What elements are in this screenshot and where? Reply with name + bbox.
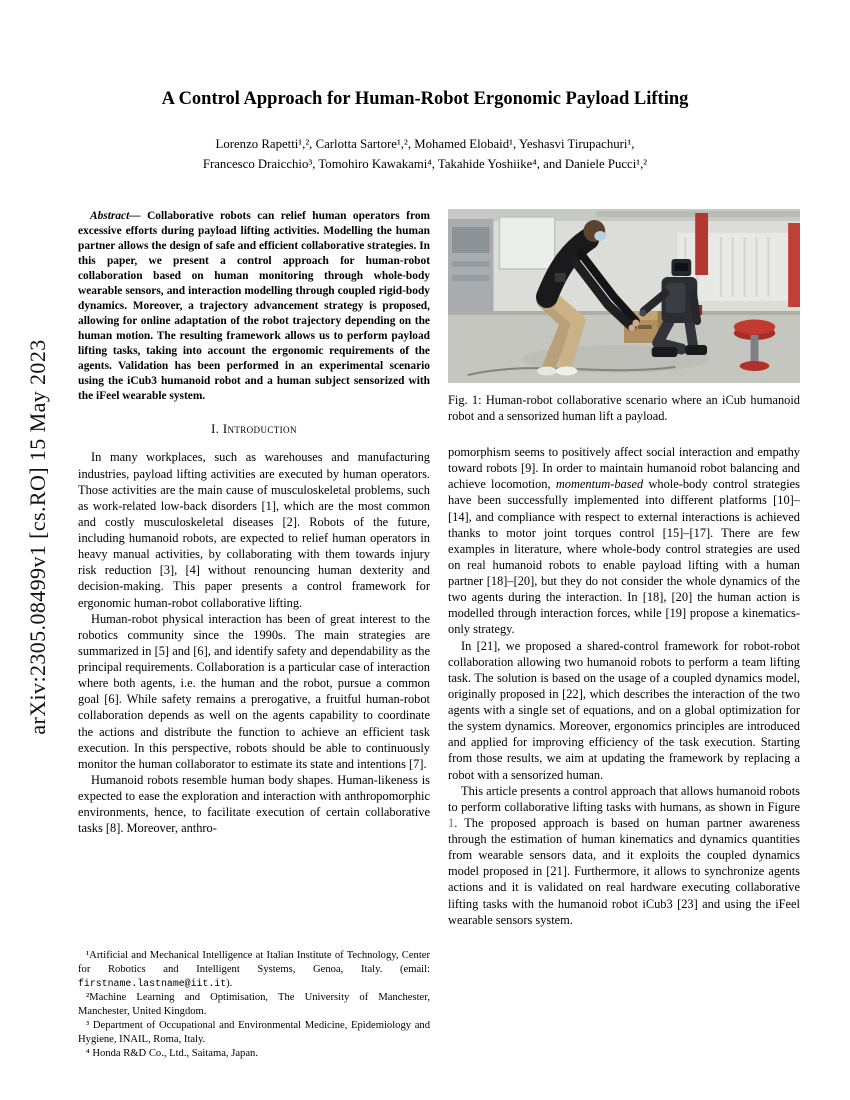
arxiv-stamp: arXiv:2305.08499v1 [cs.RO] 15 May 2023: [25, 339, 50, 735]
abstract: [78, 209, 430, 405]
footnote-1-end: ).: [226, 977, 233, 989]
right-paragraph-3-start: This article presents a control approach that allows humanoid robots to perform collaborative lifting tasks with humans, as shown in Figure: [448, 783, 800, 814]
authors-line-1: Lorenzo Rapetti¹,², Carlotta Sartore¹,², Mohamed Elobaid¹, Yeshasvi Tirupachuri¹,: [215, 137, 635, 152]
email-link[interactable]: firstname.lastname@iit.it: [78, 977, 227, 989]
right-paragraph-3: [448, 783, 800, 928]
right-paragraph-2: In [21], we proposed a shared-control framework for robot-robot collaboration allowing two humanoid robots to perform a team lifting task. The solution is based on the usage of a coupled dynamics model, originally proposed in [22], which describes the interaction of the two agents with a single set of equations, and on a global optimization for the system dynamics. Moreover, ergonomics principles are introduced and applied for improving efficiency of the task execution. Starting from those results, we aim at updating the framework by replacing a robot with a sensorized human.: [448, 638, 800, 782]
footnote-1-text: ¹Artificial and Mechanical Intelligence at Italian Institute of Technology, Center for Robotics and Intelligent Systems, Genoa, Italy. (email:: [78, 950, 430, 975]
figure-1: [448, 209, 800, 424]
momentum-based-emphasis: momentum-based: [555, 477, 644, 492]
section-title: Introduction: [222, 422, 297, 437]
section-heading-introduction: [78, 422, 430, 437]
left-column: [78, 209, 430, 1061]
footnote-4: ⁴ Honda R&D Co., Ltd., Saitama, Japan.: [86, 1047, 258, 1059]
abstract-text: Collaborative robots can relief human operators from excessive efforts during payload lifting activities. Modelling the human partner allows the design of safe and efficient collaborative strategies. In this paper, we present a control approach for human-robot collaboration based on human monitoring through whole-body wearable sensors, and interaction modelling through coupled rigid-body dynamics. Moreover, a trajectory advancement strategy is proposed, allowing for online adaptation of the robot trajectory depending on the human motion. The resulting framework allows us to perform payload lifting tasks, taking into account the ergonomic requirements of the agents. Validation has been performed in an experimental scenario using the iCub3 humanoid robot and a human subject sensorized with the iFeel wearable system.: [78, 209, 430, 403]
intro-paragraph-2: Human-robot physical interaction has been of great interest to the robotics community since the 1990s. The main strategies are summarized in [5] and [6], and identify safety and dependability as the principal requirements. Collaboration is a particular case of interaction where both agents, i.e. the human and the robot, pursue a common goal [6]. While safety remains a prerogative, a fruitful human-robot collaboration depends as well on the agents capability to coordinate the actions and distribute the function to achieve an efficient task execution. In this perspective, robots should be able to continuously monitor the human collaborator to estimate its state and intentions [7].: [78, 611, 430, 771]
abstract-label: Abstract—: [90, 209, 141, 222]
right-column: [448, 209, 800, 1061]
lab-background: [448, 209, 800, 383]
intro-paragraph-1: In many workplaces, such as warehouses and manufacturing industries, payload lifting activities are executed by human operators. Those activities are the main cause of musculoskeletal problems, such as work-related low-back disorders [1], which are the most common and costly musculoskeletal diseases [2]. Robots of the future, including humanoid robots, are expected to relief human operators in heavy manual activities, by collaborating with them towards injury risk reduction [3], [4] without renouncing human dexterity and decision-making. This paper presents a control framework for ergonomic human-robot collaborative lifting.: [78, 450, 430, 610]
figure-1-photo: [448, 209, 800, 383]
figure-1-reference-link[interactable]: 1: [448, 815, 455, 830]
footnote-1: [78, 949, 430, 991]
footnote-3: ³ Department of Occupational and Environmental Medicine, Epidemiology and Hygiene, INAIL, Roma, Italy.: [78, 1019, 430, 1045]
right-paragraph-1: [448, 444, 800, 638]
paper-title: A Control Approach for Human-Robot Ergonomic Payload Lifting: [161, 89, 689, 109]
footnotes: [78, 941, 430, 1061]
section-number: I.: [211, 422, 220, 437]
authors-line-2: Francesco Draicchio³, Tomohiro Kawakami⁴, Takahide Yoshiike⁴, and Daniele Pucci¹,²: [202, 156, 648, 171]
right-paragraph-1-start: pomorphism seems to positively affect social interaction and empathy toward robots [9]. In order to maintain humanoid robot balancing and achieve locomotion,: [448, 445, 800, 492]
right-paragraph-1-end: whole-body control strategies have been successfully implemented into different platforms [10]–[14], and compliance with respect to external interactions is achieved thanks to motor joint torques control [15]–[17]. There are few examples in literature, where whole-body control strategies are used on real humanoid robots to enable payload lifting with a human partner [18]–[20], but they do not consider the whole dynamics of the two agents during the interaction. In [18], [20] the human action is modelled through interaction forces, while [19] propose a kinematics-only strategy.: [448, 477, 800, 637]
figure-1-caption: Fig. 1: Human-robot collaborative scenario where an iCub humanoid robot and a sensorized human lift a payload.: [448, 392, 800, 423]
two-column-body: [0, 209, 850, 1061]
intro-paragraph-3: Humanoid robots resemble human body shapes. Human-likeness is expected to ease the exploration and interaction with anthropomorphic environments, hence, to facilitate execution of certain collaborative tasks [8]. Moreover, anthro-: [78, 772, 430, 836]
footnote-2: ²Machine Learning and Optimisation, The University of Manchester, Manchester, United Kingdom.: [78, 991, 430, 1017]
right-paragraph-3-end: . The proposed approach is based on human partner awareness through the estimation of human kinematics and dynamics quantities from wearable sensors data, and it exploits the coupled dynamics model proposed in [21]. Furthermore, it allows to synchronize agents actions and it is validated on real hardware executing collaborative lifting tasks with the humanoid robot iCub3 [23] and using the iFeel wearable sensors system.: [448, 815, 800, 927]
author-list: [0, 135, 850, 175]
